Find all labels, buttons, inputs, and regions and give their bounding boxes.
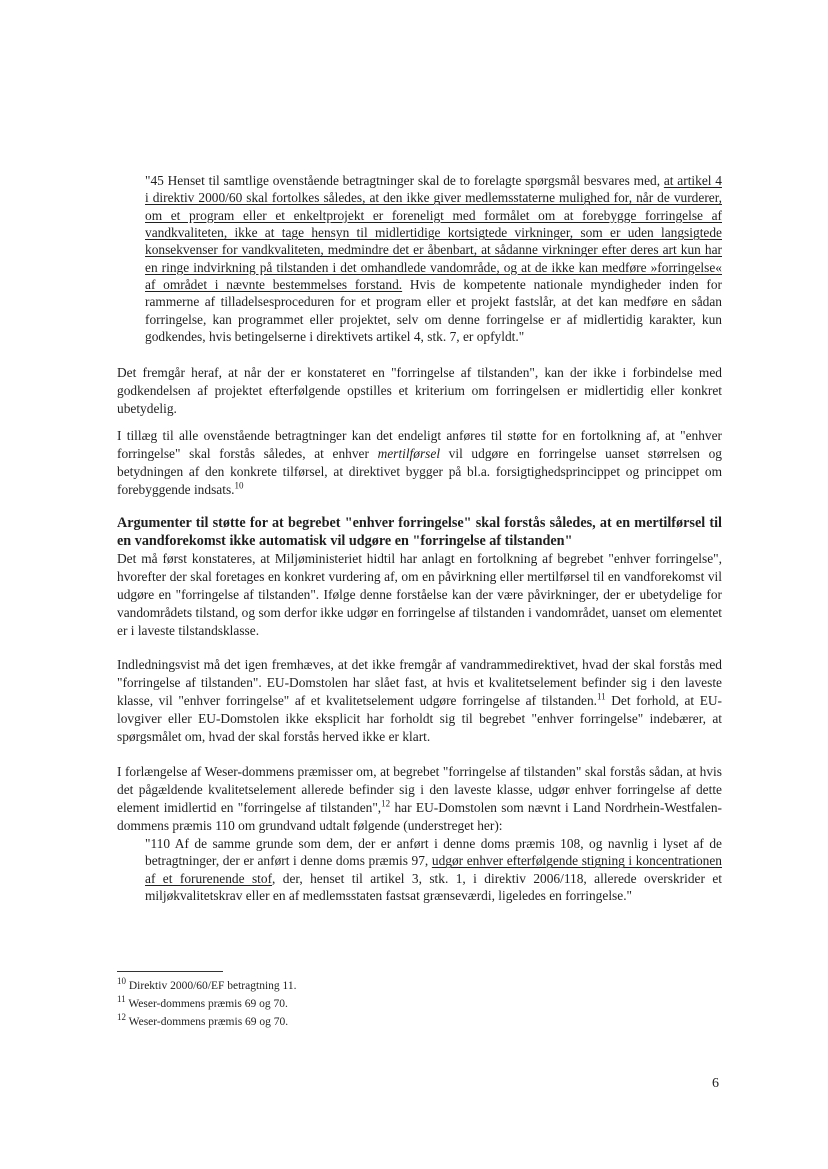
footnote-11 (117, 994, 517, 1011)
paragraph-text: I forlængelse af Weser-dommens præmisser om, at begrebet "forringelse af tilstanden" skal forstås sådan, at hvis det pågældende kvalitetselement allerede befinder sig i den laveste klasse, udgør enhver forringelse af dette element imidlertid en "forringelse af tilstanden", (117, 764, 722, 815)
footnote-text: Weser-dommens præmis 69 og 70. (126, 1016, 289, 1028)
footnote-number: 10 (117, 976, 126, 987)
footnote-number: 11 (117, 994, 126, 1005)
paragraph-text: I tillæg til alle ovenstående betragtninger kan det endeligt anføres til støtte for en fortolkning af, at "enhver forringelse" skal forstås således, at enhver (117, 428, 722, 461)
footnote-12 (117, 1012, 517, 1029)
emphasis-text: mertilførsel (377, 446, 441, 461)
quote-text-continued: Hvis de kompetente nationale myndigheder inden for rammerne af tilladelsesproceduren for et program eller et projekt fastslår, at det kan medføre en sådan forringelse, kan programmet eller projektet, selv om denne forringelse er af midlertidig karakter, kun godkendes, hvis betingelserne i direktivets artikel 4, stk. 7, er opfyldt." (145, 277, 722, 345)
paragraph-tillaeg (117, 427, 722, 499)
paragraph-text-continued: Det forhold, at EU-lovgiver eller EU-Domstolen ikke eksplicit har forholdt sig til begrebet "enhver forringelse" indebærer, at spørgsmålet om, hvad der skal forstås herved ikke er klart. (117, 693, 723, 744)
footnote-10 (117, 976, 517, 993)
paragraph-text-continued: har EU-Domstolen som nævnt i Land Nordrhein-Westfalen-dommens præmis 110 om grundvand udtalt følgende (understreget her): (117, 800, 722, 833)
footnote-ref-10: 10 (234, 480, 244, 491)
footnote-number: 12 (117, 1012, 126, 1023)
footnote-text: Weser-dommens præmis 69 og 70. (125, 998, 288, 1010)
footnote-ref-12: 12 (381, 798, 391, 809)
page-number: 6 (712, 1076, 719, 1091)
quote-text: "110 Af de samme grunde som dem, der er anført i denne doms præmis 108, og navnlig i lyset af de betragtninger, der er anført i denne doms præmis 97, (145, 836, 722, 869)
section-heading: Argumenter til støtte for at begrebet "enhver forringelse" skal forstås således, at en mertilførsel til en vandforekomst ikke automatisk vil udgøre en "forringelse af tilstanden" (117, 515, 722, 549)
quote-text: "45 Henset til samtlige ovenstående betragtninger skal de to forelagte spørgsmål besvares med, (145, 173, 664, 188)
paragraph-forringelse-konstateret: Det fremgår heraf, at når der er konstateret en "forringelse af tilstanden", kan der ikke i forbindelse med godkendelsen af projektet efterfølgende opstilles et kriterium om forringelsen er midlertidig eller konkret ubetydelig. (117, 365, 722, 416)
footnote-divider (117, 971, 223, 972)
quote-underlined-text: udgør enhver efterfølgende stigning i koncentrationen af et forurenende stof (145, 853, 723, 886)
quote-text-continued: , der, henset til artikel 3, stk. 1, i direktiv 2006/118, allerede overskrider et miljøkvalitetskrav eller en af medlemsstaten fastsat grænseværdi, ligeledes en forringelse." (145, 870, 722, 904)
footnote-text: Direktiv 2000/60/EF betragtning 11. (126, 980, 297, 992)
paragraph-weser (117, 763, 722, 835)
quote-premis-110 (145, 835, 722, 904)
paragraph-text: Indledningsvist må det igen fremhæves, at det ikke fremgår af vandrammedirektivet, hvad der skal forstås med "forringelse af tilstanden". EU-Domstolen har slået fast, at hvis et kvalitetselement befinder sig i den laveste klasse, vil "enhver forringelse" af et kvalitetselement udgøre forringelse af tilstanden. (117, 657, 722, 708)
quote-premis-45 (145, 172, 722, 345)
paragraph-text-continued: vil udgøre en forringelse uanset størrelsen og betydningen af den konkrete tilførsel, at direktivet bygger på bl.a. forsigtighedsprincippet og princippet om forebyggende indsats. (117, 446, 722, 497)
paragraph-miljoeministeriet: Det må først konstateres, at Miljøministeriet hidtil har anlagt en fortolkning af begrebet "enhver forringelse", hvorefter der skal foretages en konkret vurdering af, om en påvirkning eller mertilførsel til en vandforekomst vil udgøre en "forringelse af tilstanden". Ifølge denne forståelse kan der være påvirkninger, der er ubetydelige for vandområdets tilstand, og som derfor ikke udgør en forringelse af tilstanden i vandområdet, uanset om elementet er i laveste tilstandsklasse. (117, 551, 722, 638)
quote-underlined-text: at artikel 4 i direktiv 2000/60 skal fortolkes således, at den ikke giver medlemsstaterne mulighed for, når de vurderer, om et program eller et enkeltprojekt er foreneligt med formålet om at forebygge forringelse af vandkvaliteten, ikke at tage hensyn til midlertidige kortsigtede virkninger, som er uden langsigtede konsekvenser for vandkvaliteten, medmindre det er åbenbart, at sådanne virkninger efter deres art kun har en ringe indvirkning på tilstanden i det omhandlede vandområde, og at de ikke kan medføre »forringelse« af området i nævnte bestemmelses forstand. (145, 173, 722, 293)
footnote-ref-11: 11 (597, 691, 606, 702)
paragraph-indledningsvist (117, 656, 722, 746)
